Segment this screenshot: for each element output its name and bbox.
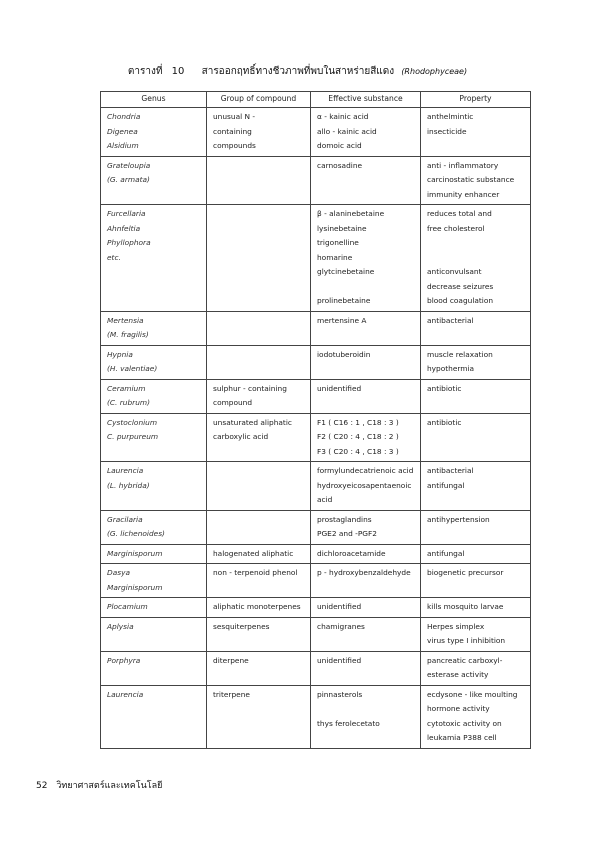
substance-cell [311, 544, 421, 564]
table-row [101, 510, 531, 544]
property-cell [421, 510, 531, 544]
genus-cell [101, 544, 207, 564]
property-cell [421, 108, 531, 157]
page-number: 52 [36, 781, 48, 791]
cell-line: compounds [213, 141, 256, 150]
table-row [101, 311, 531, 345]
cell-line: chamigranes [317, 621, 365, 631]
table-header-row [101, 92, 531, 108]
group-cell [207, 413, 311, 462]
cell-line: Porphyra [107, 655, 141, 665]
genus-cell [101, 685, 207, 748]
genus-cell [101, 108, 207, 157]
substance-cell [311, 379, 421, 413]
cell-line: Aplysia [107, 621, 134, 631]
genus-cell [101, 345, 207, 379]
table-row [101, 685, 531, 748]
cell-line: lysinebetaine [317, 223, 367, 233]
page-footer [36, 778, 162, 792]
property-cell [421, 544, 531, 564]
substance-cell [311, 685, 421, 748]
cell-line: dichloroacetamide [317, 548, 386, 558]
substance-cell [311, 651, 421, 685]
genus-cell [101, 651, 207, 685]
cell-line: immunity enhancer [427, 189, 500, 199]
cell-line: carcinostatic substance [427, 175, 515, 184]
cell-line: Marginisporum [107, 548, 163, 558]
group-cell [207, 564, 311, 598]
group-cell [207, 108, 311, 157]
cell-line: Alsidium [107, 141, 139, 150]
property-cell [421, 598, 531, 618]
cell-line: unidentified [317, 655, 362, 665]
table-caption [0, 64, 595, 79]
cell-line: antihypertension [427, 514, 490, 524]
cell-line: C. purpureum [107, 432, 159, 441]
property-cell [421, 345, 531, 379]
substance-cell [311, 413, 421, 462]
cell-line: reduces total and [427, 209, 492, 218]
cell-line [317, 280, 417, 295]
cell-line: esterase activity [427, 670, 489, 679]
cell-line: biogenetic precursor [427, 568, 504, 577]
substance-cell [311, 598, 421, 618]
cell-line: unidentified [317, 602, 362, 611]
group-cell [207, 598, 311, 618]
cell-line: anti - inflammatory [427, 160, 499, 170]
cell-line: halogenated aliphatic [213, 548, 294, 558]
genus-cell [101, 205, 207, 312]
cell-line: F3 ( C20 : 4 , C18 : 3 ) [317, 446, 399, 456]
cell-line: triterpene [213, 689, 250, 699]
caption-title: สารออกฤทธิ์ทางชีวภาพที่พบในสาหร่ายสีแดง [201, 66, 395, 77]
genus-cell [101, 617, 207, 651]
table-row [101, 544, 531, 564]
bioactive-compounds-table [100, 91, 531, 749]
substance-cell [311, 564, 421, 598]
caption-label: ตารางที่ [127, 66, 163, 77]
genus-cell [101, 462, 207, 511]
cell-line: antibacterial [427, 466, 474, 475]
cell-line: (G. armata) [107, 175, 150, 184]
caption-number: 10 [171, 66, 185, 77]
cell-line: pinnasterols [317, 689, 363, 699]
group-cell [207, 544, 311, 564]
cell-line: Gracilaria [107, 514, 143, 524]
group-cell [207, 205, 311, 312]
header-property: Property [421, 92, 531, 108]
cell-line: formylundecatrienoic acid [317, 466, 414, 475]
table-body [101, 108, 531, 749]
cell-line: leukamia P388 cell [427, 733, 497, 742]
cell-line: Phyllophora [107, 238, 151, 247]
property-cell [421, 205, 531, 312]
group-cell [207, 311, 311, 345]
substance-cell [311, 108, 421, 157]
group-cell [207, 651, 311, 685]
group-cell [207, 510, 311, 544]
cell-line: Plocamium [107, 602, 148, 611]
substance-cell [311, 311, 421, 345]
cell-line: Ceramium [107, 383, 146, 393]
table-row [101, 379, 531, 413]
table-row [101, 564, 531, 598]
substance-cell [311, 205, 421, 312]
cell-line: muscle relaxation [427, 349, 493, 359]
cell-line: (C. rubrum) [107, 398, 150, 407]
cell-line: blood coagulation [427, 296, 494, 305]
table-row [101, 345, 531, 379]
cell-line: decrease seizures [427, 281, 494, 291]
cell-line: domoic acid [317, 141, 362, 150]
cell-line: aliphatic monoterpenes [213, 602, 301, 611]
cell-line: β - alaninebetaine [317, 209, 385, 218]
property-cell [421, 462, 531, 511]
group-cell [207, 156, 311, 205]
caption-scientific-name: (Rhodophyceae) [401, 67, 468, 76]
cell-line: α - kainic acid [317, 112, 369, 121]
property-cell [421, 379, 531, 413]
substance-cell [311, 462, 421, 511]
cell-line: Cystoclonium [107, 417, 158, 427]
cell-line: Digenea [107, 126, 138, 136]
cell-line [427, 236, 527, 251]
cell-line: Hypnia [107, 349, 133, 359]
table-row [101, 108, 531, 157]
genus-cell [101, 413, 207, 462]
cell-line: acid [317, 495, 333, 504]
property-cell [421, 413, 531, 462]
cell-line: carnosadine [317, 160, 363, 170]
cell-line: anticonvulsant [427, 267, 482, 276]
substance-cell [311, 345, 421, 379]
cell-line: Marginisporum [107, 582, 163, 592]
cell-line: unsaturated aliphatic [213, 417, 292, 427]
property-cell [421, 651, 531, 685]
property-cell [421, 564, 531, 598]
group-cell [207, 685, 311, 748]
substance-cell [311, 617, 421, 651]
cell-line: (M. fragilis) [107, 330, 149, 339]
cell-line [427, 251, 527, 266]
genus-cell [101, 510, 207, 544]
header-effective-substance: Effective substance [311, 92, 421, 108]
cell-line: (G. lichenoides) [107, 529, 165, 538]
cell-line: Mertensia [107, 315, 144, 325]
header-group-of-compound: Group of compound [207, 92, 311, 108]
cell-line: unusual N - [213, 112, 256, 121]
cell-line: etc. [107, 252, 121, 262]
table-row [101, 413, 531, 462]
substance-cell [311, 510, 421, 544]
cell-line: F2 ( C20 : 4 , C18 : 2 ) [317, 432, 399, 441]
cell-line: p - hydroxybenzaldehyde [317, 568, 411, 577]
cell-line: homarine [317, 252, 353, 262]
cell-line: Dasya [107, 568, 130, 577]
cell-line: insecticide [427, 126, 467, 136]
header-genus: Genus [101, 92, 207, 108]
group-cell [207, 379, 311, 413]
cell-line: prostaglandins [317, 514, 372, 524]
cell-line: allo - kainic acid [317, 126, 377, 136]
cell-line: F1 ( C16 : 1 , C18 : 3 ) [317, 417, 399, 427]
cell-line: hydroxyeicosapentaenoic [317, 480, 412, 490]
cell-line: antibiotic [427, 417, 462, 427]
table-row [101, 598, 531, 618]
cell-line: thys ferolecetato [317, 718, 380, 728]
cell-line [317, 702, 417, 717]
cell-line: sulphur - containing [213, 383, 287, 393]
journal-name: วิทยาศาสตร์และเทคโนโลยี [56, 781, 163, 791]
cell-line: sesquiterpenes [213, 621, 270, 631]
cell-line: glytcinebetaine [317, 267, 375, 276]
cell-line: antifungal [427, 480, 465, 490]
genus-cell [101, 598, 207, 618]
cell-line: (H. valentiae) [107, 364, 158, 373]
cell-line: anthelmintic [427, 112, 474, 121]
cell-line: PGE2 and -PGF2 [317, 529, 377, 538]
cell-line: unidentified [317, 383, 362, 393]
cell-line: Furcellaria [107, 209, 146, 218]
cell-line: virus type I inhibition [427, 636, 506, 645]
property-cell [421, 685, 531, 748]
cell-line: (L. hybrida) [107, 480, 150, 490]
cell-line: mertensine A [317, 315, 367, 325]
genus-cell [101, 379, 207, 413]
cell-line: Laurencia [107, 466, 144, 475]
cell-line: Herpes simplex [427, 621, 485, 631]
table-row [101, 651, 531, 685]
cell-line: pancreatic carboxyl- [427, 655, 503, 665]
property-cell [421, 156, 531, 205]
table-row [101, 205, 531, 312]
cell-line: Laurencia [107, 689, 144, 699]
cell-line: hormone activity [427, 704, 490, 713]
table-row [101, 617, 531, 651]
cell-line: cytotoxic activity on [427, 718, 502, 728]
cell-line: trigonelline [317, 238, 359, 247]
property-cell [421, 311, 531, 345]
substance-cell [311, 156, 421, 205]
genus-cell [101, 156, 207, 205]
cell-line: containing [213, 126, 252, 136]
cell-line: diterpene [213, 655, 249, 665]
table-row [101, 156, 531, 205]
cell-line: ecdysone - like moulting [427, 689, 518, 699]
genus-cell [101, 564, 207, 598]
cell-line: free cholesterol [427, 223, 485, 233]
cell-line: antifungal [427, 548, 465, 558]
cell-line: non - terpenoid phenol [213, 568, 298, 577]
group-cell [207, 617, 311, 651]
cell-line: antibiotic [427, 383, 462, 393]
cell-line: compound [213, 398, 253, 407]
genus-cell [101, 311, 207, 345]
cell-line: carboxylic acid [213, 432, 269, 441]
cell-line: Ahnfeltia [107, 223, 141, 233]
cell-line: antibacterial [427, 315, 474, 325]
group-cell [207, 462, 311, 511]
group-cell [207, 345, 311, 379]
cell-line: Grateloupia [107, 160, 151, 170]
cell-line: iodotuberoidin [317, 349, 371, 359]
table-row [101, 462, 531, 511]
cell-line: Chondria [107, 112, 141, 121]
cell-line: kills mosquito larvae [427, 602, 504, 611]
property-cell [421, 617, 531, 651]
cell-line: hypothermia [427, 364, 475, 373]
cell-line: prolinebetaine [317, 296, 371, 305]
